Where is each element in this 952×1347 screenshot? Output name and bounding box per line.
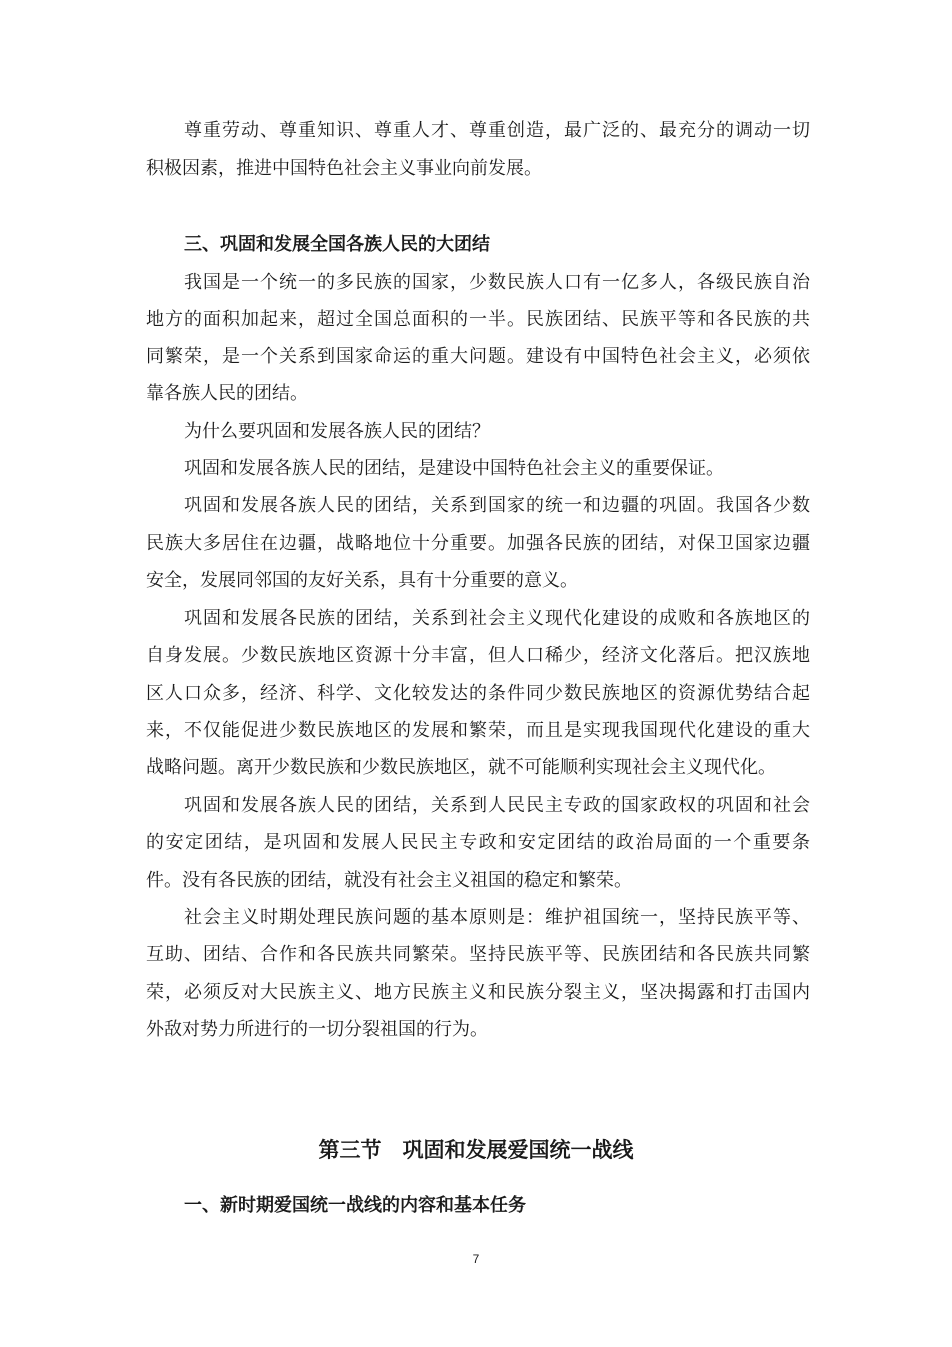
paragraph-line: 为什么要巩固和发展各族人民的团结？	[184, 421, 490, 442]
paragraph-line: 互助、团结、合作和各民族共同繁荣。坚持民族平等、民族团结和各民族共同繁	[146, 944, 810, 965]
section-title: 第三节 巩固和发展爱国统一战线	[318, 1138, 634, 1162]
paragraph-line: 地方的面积加起来，超过全国总面积的一半。民族团结、民族平等和各民族的共	[146, 309, 810, 330]
paragraph-line: 我国是一个统一的多民族的国家，少数民族人口有一亿多人，各级民族自治	[184, 272, 810, 293]
paragraph-line: 的安定团结，是巩固和发展人民民主专政和安定团结的政治局面的一个重要条	[146, 832, 810, 853]
paragraph-line: 社会主义时期处理民族问题的基本原则是：维护祖国统一，坚持民族平等、	[184, 907, 810, 928]
paragraph-line: 自身发展。少数民族地区资源十分丰富，但人口稀少，经济文化落后。把汉族地	[146, 645, 810, 666]
paragraph-line: 靠各族人民的团结。	[146, 383, 308, 404]
paragraph-line: 战略问题。离开少数民族和少数民族地区，就不可能顺利实现社会主义现代化。	[146, 757, 776, 778]
paragraph-line: 荣，必须反对大民族主义、地方民族主义和民族分裂主义，坚决揭露和打击国内	[146, 982, 810, 1003]
paragraph-line: 积极因素，推进中国特色社会主义事业向前发展。	[146, 158, 542, 179]
subsection-heading: 一、新时期爱国统一战线的内容和基本任务	[184, 1195, 526, 1216]
paragraph-line: 区人口众多，经济、科学、文化较发达的条件同少数民族地区的资源优势结合起	[146, 683, 810, 704]
paragraph-line: 巩固和发展各族人民的团结，关系到人民民主专政的国家政权的巩固和社会	[184, 795, 810, 816]
paragraph-line: 来，不仅能促进少数民族地区的发展和繁荣，而且是实现我国现代化建设的重大	[146, 720, 810, 741]
paragraph-line: 安全，发展同邻国的友好关系，具有十分重要的意义。	[146, 570, 578, 591]
paragraph-line: 同繁荣，是一个关系到国家命运的重大问题。建设有中国特色社会主义，必须依	[146, 346, 810, 367]
subsection-heading: 三、巩固和发展全国各族人民的大团结	[184, 234, 490, 255]
paragraph-line: 民族大多居住在边疆，战略地位十分重要。加强各民族的团结，对保卫国家边疆	[146, 533, 810, 554]
paragraph-line: 件。没有各民族的团结，就没有社会主义祖国的稳定和繁荣。	[146, 870, 632, 891]
paragraph-line: 巩固和发展各民族的团结，关系到社会主义现代化建设的成败和各族地区的	[184, 608, 810, 629]
paragraph-line: 巩固和发展各族人民的团结，是建设中国特色社会主义的重要保证。	[184, 458, 724, 479]
paragraph-line: 尊重劳动、尊重知识、尊重人才、尊重创造，最广泛的、最充分的调动一切	[184, 120, 810, 141]
page-number: 7	[472, 1252, 480, 1266]
paragraph-line: 巩固和发展各族人民的团结，关系到国家的统一和边疆的巩固。我国各少数	[184, 495, 810, 516]
paragraph-line: 外敌对势力所进行的一切分裂祖国的行为。	[146, 1019, 488, 1040]
